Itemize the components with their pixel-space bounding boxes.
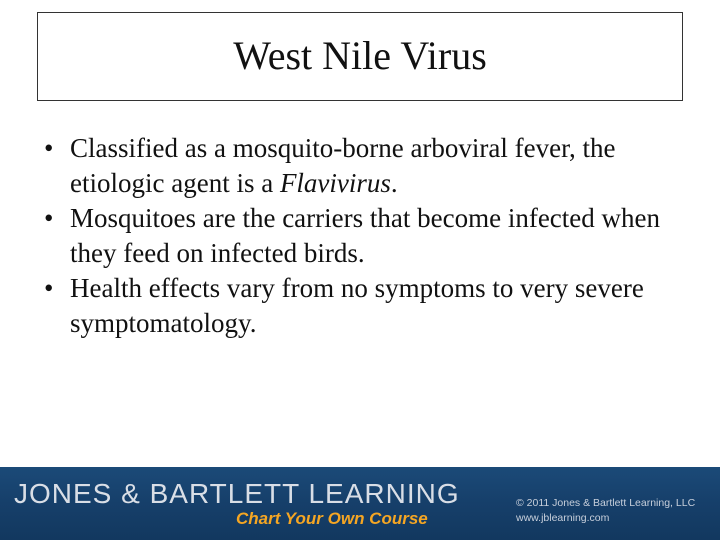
bullet-item xyxy=(40,201,690,271)
website-text: www.jblearning.com xyxy=(516,512,610,524)
copyright-text: © 2011 Jones & Bartlett Learning, LLC xyxy=(516,497,696,509)
publisher-logo: JONES & BARTLETT LEARNING xyxy=(14,478,460,509)
slide-title: West Nile Virus xyxy=(233,32,487,78)
bullet-item xyxy=(40,271,690,341)
bullet-text: Classified as a mosquito-borne arboviral fever, the etiologic agent is a xyxy=(70,133,616,198)
publisher-tagline: Chart Your Own Course xyxy=(236,509,428,528)
bullet-text: Health effects vary from no symptoms to very severe symptomatology. xyxy=(70,273,644,338)
bullet-item xyxy=(40,131,690,201)
footer-banner xyxy=(0,467,720,540)
bullet-list xyxy=(40,131,690,341)
title-box xyxy=(37,12,683,101)
bullet-text: Mosquitoes are the carriers that become infected when they feed on infected birds. xyxy=(70,203,661,268)
bullet-mark: • xyxy=(44,133,54,163)
bullet-mark: • xyxy=(44,273,54,303)
bullet-text-italic: Flavivirus xyxy=(279,168,391,198)
bullet-mark: • xyxy=(44,203,54,233)
bullet-text-end: . xyxy=(390,168,398,198)
copyright-block xyxy=(516,496,695,526)
